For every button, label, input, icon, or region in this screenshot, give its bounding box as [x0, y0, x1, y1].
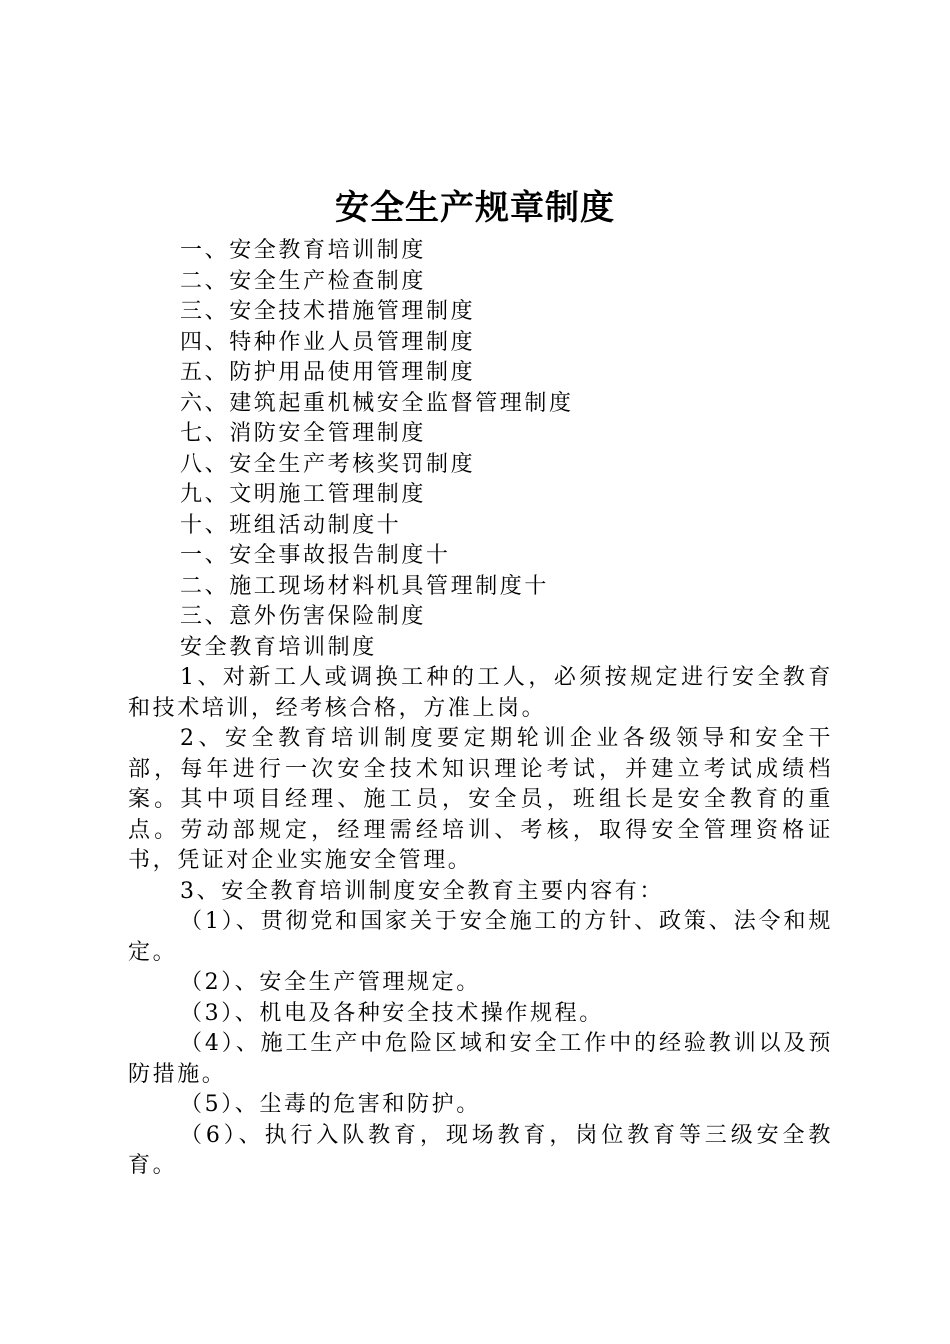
- section-heading: 安全教育培训制度: [180, 634, 377, 660]
- toc-item: 三、安全技术措施管理制度: [180, 299, 476, 324]
- document-title: 安全生产规章制度: [335, 188, 615, 228]
- toc-item: 六、建筑起重机械安全监督管理制度: [180, 390, 574, 416]
- toc-item: 二、施工现场材料机具管理制度十: [180, 573, 550, 599]
- toc-item: 九、文明施工管理制度: [180, 482, 427, 507]
- paragraph: 3、安全教育培训制度安全教育主要内容有：: [180, 878, 664, 904]
- toc-item: 四、特种作业人员管理制度: [180, 329, 476, 355]
- document-body: [128, 236, 833, 1182]
- toc-item: 五、防护用品使用管理制度: [180, 360, 476, 385]
- content-subitem: （1）、贯彻党和国家关于安全施工的方针、政策、法令和规定。: [128, 909, 833, 965]
- toc-item: 八、安全生产考核奖罚制度: [180, 451, 476, 477]
- toc-item: 三、意外伤害保险制度: [180, 604, 427, 629]
- content-subitem: （3）、机电及各种安全技术操作规程。: [180, 1000, 604, 1026]
- paragraph: 2、安全教育培训制度要定期轮训企业各级领导和安全干部，每年进行一次安全技术知识理论考试，并建立考试成绩档案。其中项目经理、施工员，安全员，班组长是安全教育的重点。劳动部规定，经理需经培训、考核，取得安全管理资格证书，凭证对企业实施安全管理。: [128, 726, 833, 873]
- toc-item: 一、安全教育培训制度: [180, 238, 427, 263]
- table-of-contents: [128, 236, 833, 633]
- toc-item: 十、班组活动制度十: [180, 512, 402, 538]
- toc-item: 七、消防安全管理制度: [180, 421, 427, 446]
- content-subitem: （5）、尘毒的危害和防护。: [180, 1092, 481, 1117]
- toc-item: 二、安全生产检查制度: [180, 268, 427, 294]
- content-subitem: （6）、执行入队教育，现场教育，岗位教育等三级安全教育。: [128, 1122, 833, 1178]
- content-subitem: （4）、施工生产中危险区域和安全工作中的经验教训以及预防措施。: [128, 1031, 833, 1087]
- content-subitem: （2）、安全生产管理规定。: [180, 970, 481, 995]
- toc-item: 一、安全事故报告制度十: [180, 543, 451, 568]
- paragraph: 1、对新工人或调换工种的工人，必须按规定进行安全教育和技术培训，经考核合格，方准上岗。: [128, 665, 833, 721]
